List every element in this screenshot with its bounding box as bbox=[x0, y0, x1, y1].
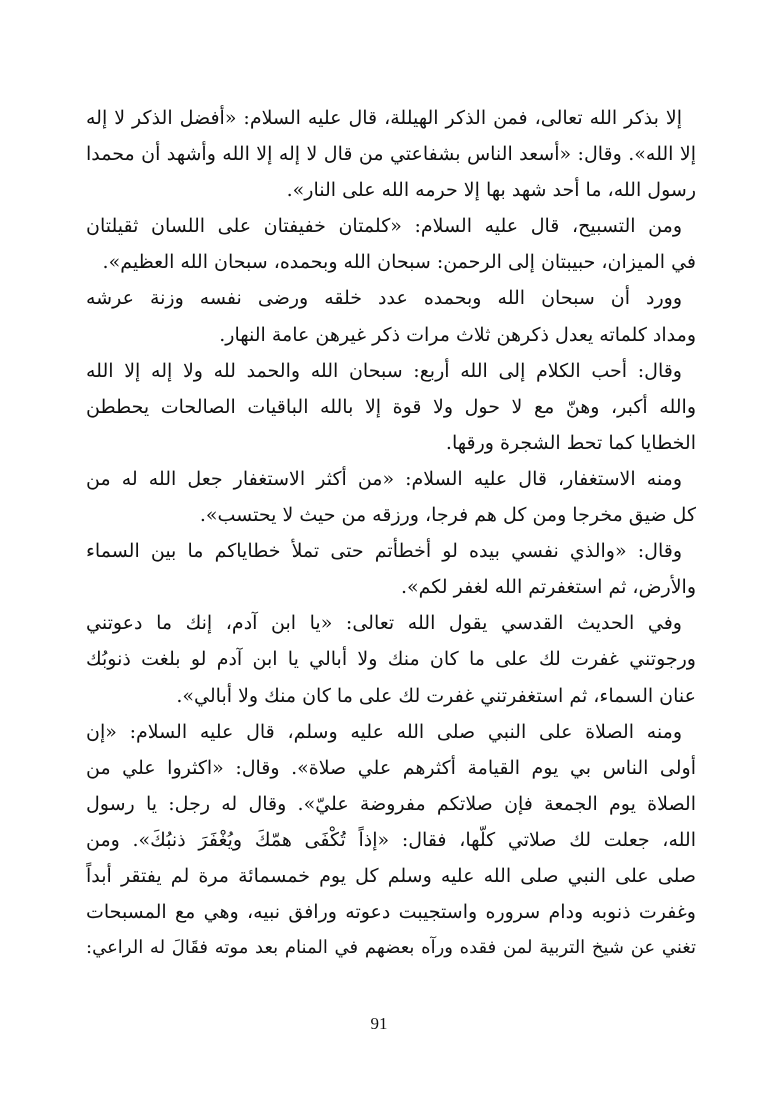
text-line: كل ضيق مخرجا ومن كل هم فرجا، ورزقه من حيث لا يحتسب». bbox=[199, 504, 696, 527]
text-line: ومنه الصلاة على النبي صلى الله عليه وسلم، قال عليه السلام: «إن bbox=[86, 720, 682, 743]
text-line: وورد أن سبحان الله وبحمده عدد خلقه ورضى نفسه وزنة عرشه bbox=[86, 287, 682, 310]
text-line: عنان السماء، ثم استغفرتني غفرت لك على ما كان منك ولا أبالي». bbox=[176, 684, 696, 707]
text-line: الصلاة يوم الجمعة فإن صلاتكم مفروضة عليّ». وقال له رجل: يا رسول bbox=[86, 792, 696, 815]
text-line: وقال: «والذي نفسي بيده لو أخطأتم حتى تملأ خطاياكم ما بين السماء bbox=[86, 540, 682, 563]
text-line: وقال: أحب الكلام إلى الله أربع: سبحان الله والحمد لله ولا إله إلا الله bbox=[86, 359, 682, 382]
page-number: 91 bbox=[370, 1014, 388, 1033]
page-body-text bbox=[86, 100, 696, 966]
text-line: إلا بذكر الله تعالى، فمن الذكر الهيللة، قال عليه السلام: «أفضل الذكر لا إله bbox=[86, 107, 682, 129]
text-line: ومنه الاستغفار، قال عليه السلام: «من أكثر الاستغفار جعل الله له من bbox=[86, 467, 682, 490]
text-line: رسول الله، ما أحد شهد بها إلا حرمه الله على النار». bbox=[286, 179, 696, 202]
text-line: ورجوتني غفرت لك على ما كان منك ولا أبالي يا ابن آدم لو بلغت ذنوبُك bbox=[86, 648, 696, 671]
text-line: ومن التسبيح، قال عليه السلام: «كلمتان خفيفتان على اللسان ثقيلتان bbox=[86, 215, 682, 238]
text-line: والأرض، ثم استغفرتم الله لغفر لكم». bbox=[400, 576, 696, 599]
text-line: تغني عن شيخ التربية لمن فقده ورآه بعضهم في المنام بعد موته فقَالَ له الراعي: bbox=[86, 937, 696, 959]
text-line: وفي الحديث القدسي يقول الله تعالى: «يا ابن آدم، إنك ما دعوتني bbox=[86, 612, 682, 635]
text-line: صلى على النبي صلى الله عليه وسلم كل يوم خمسمائة مرة لم يفتقر أبداً bbox=[86, 864, 696, 887]
text-line: إلا الله». وقال: «أسعد الناس بشفاعتي من قال لا إله إلا الله وأشهد أن محمدا bbox=[86, 143, 696, 166]
text-line: الخطايا كما تحط الشجرة ورقها. bbox=[445, 431, 696, 454]
text-line: والله أكبر، وهنّ مع لا حول ولا قوة إلا بالله الباقيات الصالحات يحططن bbox=[86, 395, 696, 418]
text-line: ومداد كلماته يعدل ذكرهن ثلاث مرات ذكر غيرهن عامة النهار. bbox=[219, 323, 696, 346]
text-line: وغفرت ذنوبه ودام سروره واستجيبت دعوته ورافق نبيه، وهي مع المسبحات bbox=[86, 901, 696, 924]
text-line: في الميزان، حبيبتان إلى الرحمن: سبحان الله وبحمده، سبحان الله العظيم». bbox=[102, 251, 696, 274]
text-line: أولى الناس بي يوم القيامة أكثرهم علي صلاة». وقال: «اكثروا علي من bbox=[86, 756, 696, 779]
text-line: الله، جعلت لك صلاتي كلّها، فقال: «إذاً تُكْفَى همّكَ ويُغْفَرَ ذنبُكَ». ومن bbox=[86, 828, 696, 851]
